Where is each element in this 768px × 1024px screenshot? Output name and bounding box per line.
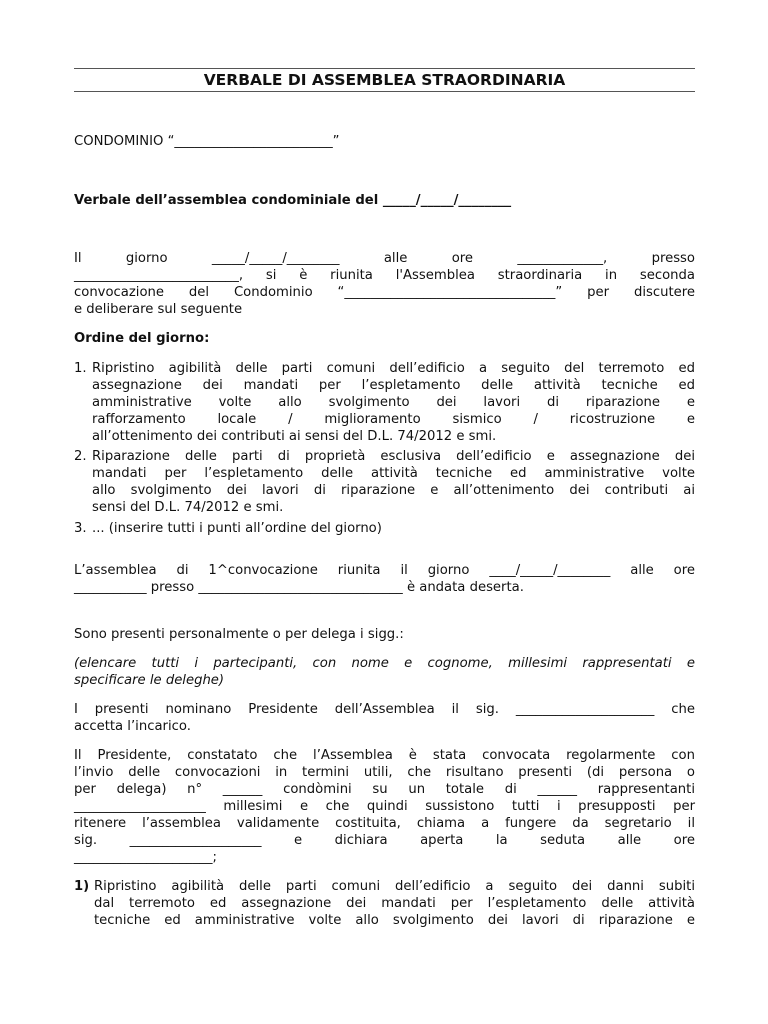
odg-item-number: 2.: [74, 449, 87, 464]
punto-number: 1): [74, 879, 90, 894]
odg-item-line: assegnazione dei mandati per l’espletamento delle attività tecniche ed: [92, 378, 695, 393]
paragraph-line: Il Presidente, constatato che l’Assemblea è stata convocata regolarmente con: [74, 748, 695, 763]
odg-heading: Ordine del giorno:: [74, 331, 210, 346]
elenco-note: [74, 655, 695, 689]
odg-item-line: amministrative volte allo svolgimento dei lavori di riparazione e: [92, 395, 695, 410]
odg-item-number: 1.: [74, 361, 87, 376]
odg-item-line: Riparazione delle parti di proprietà esclusiva dell’edificio e assegnazione dei: [92, 449, 695, 464]
nomina-paragraph: [74, 701, 695, 735]
note-line: specificare le deleghe): [74, 673, 225, 688]
odg-item-line: ... (inserire tutti i punti all’ordine del giorno): [92, 521, 382, 536]
paragraph-line: ___________ presso _______________________________ è andata deserta.: [74, 580, 524, 595]
presidente-paragraph: [74, 747, 695, 866]
odg-item-line: mandati per l’espletamento delle attività tecniche ed amministrative volte: [92, 466, 695, 481]
odg-item-line: allo svolgimento dei lavori di riparazione e all’ottenimento dei contributi ai: [92, 483, 695, 498]
paragraph-line: per delega) n° ______ condòmini su un totale di ______ rappresentanti: [74, 782, 695, 797]
paragraph-line: accetta l’incarico.: [74, 719, 191, 734]
intro-line: Il giorno _____/_____/________ alle ore _____________, presso: [74, 251, 695, 266]
document-title: VERBALE DI ASSEMBLEA STRAORDINARIA: [74, 68, 695, 92]
intro-paragraph: [74, 250, 695, 318]
paragraph-line: _____________________;: [74, 850, 217, 865]
paragraph-line: L’assemblea di 1^convocazione riunita il giorno ____/_____/________ alle ore: [74, 563, 695, 578]
intro-line: convocazione del Condominio “________________________________” per discutere: [74, 285, 695, 300]
presenti-line: Sono presenti personalmente o per delega i sigg.:: [74, 627, 404, 642]
paragraph-line: l’invio delle convocazioni in termini utili, che risultano presenti (di persona o: [74, 765, 695, 780]
odg-list: [74, 360, 695, 540]
paragraph-line: ____________________ millesimi e che quindi sussistono tutti i presupposti per: [74, 799, 695, 814]
odg-item-line: all’ottenimento dei contributi ai sensi del D.L. 74/2012 e smi.: [92, 429, 497, 444]
paragraph-line: sig. ____________________ e dichiara aperta la seduta alle ore: [74, 833, 695, 848]
odg-item-line: Ripristino agibilità delle parti comuni dell’edificio a seguito del terremoto ed: [92, 361, 695, 376]
paragraph-line: I presenti nominano Presidente dell’Assemblea il sig. _____________________ che: [74, 702, 695, 717]
odg-item-line: rafforzamento locale / miglioramento sismico / ricostruzione e: [92, 412, 695, 427]
odg-item-number: 3.: [74, 521, 87, 536]
punto-line: tecniche ed amministrative volte allo svolgimento dei lavori di riparazione e: [94, 913, 695, 928]
intro-line: e deliberare sul seguente: [74, 302, 243, 317]
punto-1-section: [74, 878, 695, 930]
prima-convocazione-paragraph: [74, 562, 695, 596]
paragraph-line: ritenere l’assemblea validamente costituita, chiama a fungere da segretario il: [74, 816, 695, 831]
punto-line: Ripristino agibilità delle parti comuni dell’edificio a seguito dei danni subiti: [94, 879, 695, 894]
intro-line: _________________________, si è riunita l'Assemblea straordinaria in seconda: [74, 268, 695, 283]
odg-item-line: sensi del D.L. 74/2012 e smi.: [92, 500, 284, 515]
verbale-heading: Verbale dell’assemblea condominiale del _____/_____/________: [74, 193, 512, 208]
note-line: (elencare tutti i partecipanti, con nome e cognome, millesimi rappresentati e: [74, 656, 695, 671]
punto-line: dal terremoto ed assegnazione dei mandati per l’espletamento delle attività: [94, 896, 695, 911]
condominio-line: CONDOMINIO “________________________”: [74, 134, 340, 149]
